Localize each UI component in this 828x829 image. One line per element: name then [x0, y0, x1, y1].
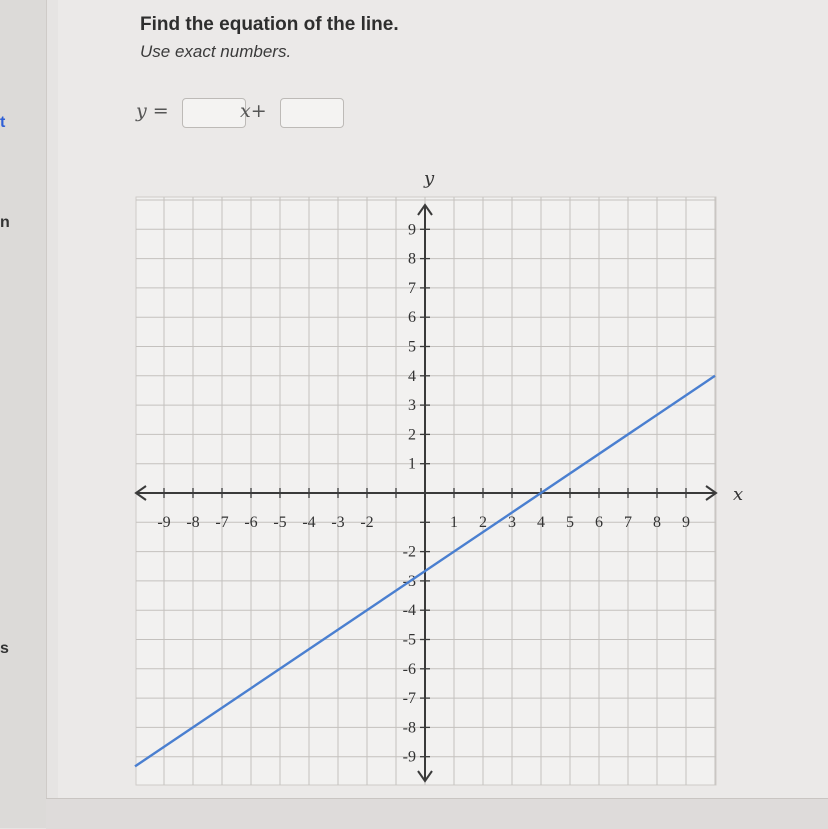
x-tick-label: 2: [479, 514, 487, 531]
y-tick-label: 6: [408, 309, 416, 327]
equation-x-term: x+: [240, 100, 267, 122]
x-tick-label: 8: [653, 514, 661, 531]
x-tick-label: 1: [450, 514, 458, 531]
y-tick-label: 5: [408, 338, 416, 356]
x-tick-label: 6: [595, 514, 603, 531]
y-axis-label: y: [424, 168, 435, 189]
x-tick-label: 3: [508, 514, 516, 531]
x-tick-label: -7: [215, 514, 229, 531]
x-tick-label: -2: [360, 514, 374, 531]
y-tick-label: 9: [408, 221, 416, 239]
x-tick-label: 5: [566, 514, 574, 531]
equation-lhs: y =: [136, 100, 169, 122]
x-tick-label: -3: [331, 514, 345, 531]
y-tick-label: -5: [402, 631, 416, 649]
sidebar-glyph: s: [0, 640, 9, 657]
y-tick-label: -4: [402, 602, 416, 620]
question-title: Find the equation of the line.: [140, 14, 399, 35]
x-tick-label: 9: [682, 514, 690, 531]
y-tick-label: 1: [408, 455, 416, 473]
y-tick-label: -9: [402, 748, 416, 766]
x-tick-label: 4: [537, 514, 545, 531]
y-tick-label: -2: [402, 543, 416, 561]
y-tick-label: -8: [402, 719, 416, 737]
sidebar-glyph: n: [0, 214, 10, 231]
y-tick-label: -6: [402, 660, 416, 678]
sidebar-glyph[interactable]: t: [0, 114, 6, 131]
y-tick-label: 2: [408, 426, 416, 444]
y-tick-label: -7: [402, 690, 416, 708]
y-tick-label: 8: [408, 250, 416, 268]
x-axis-label: x: [733, 484, 744, 505]
y-tick-label: 4: [408, 367, 416, 385]
x-tick-label: -5: [273, 514, 287, 531]
y-tick-label: 7: [408, 279, 416, 297]
x-tick-label: 7: [624, 514, 632, 531]
y-tick-label: 3: [408, 397, 416, 415]
x-tick-label: -4: [302, 514, 316, 531]
x-tick-label: -6: [244, 514, 258, 531]
x-tick-label: -8: [186, 514, 200, 531]
question-subtitle: Use exact numbers.: [140, 42, 292, 61]
x-tick-label: -9: [157, 514, 171, 531]
y-tick-label: -3: [402, 572, 416, 590]
